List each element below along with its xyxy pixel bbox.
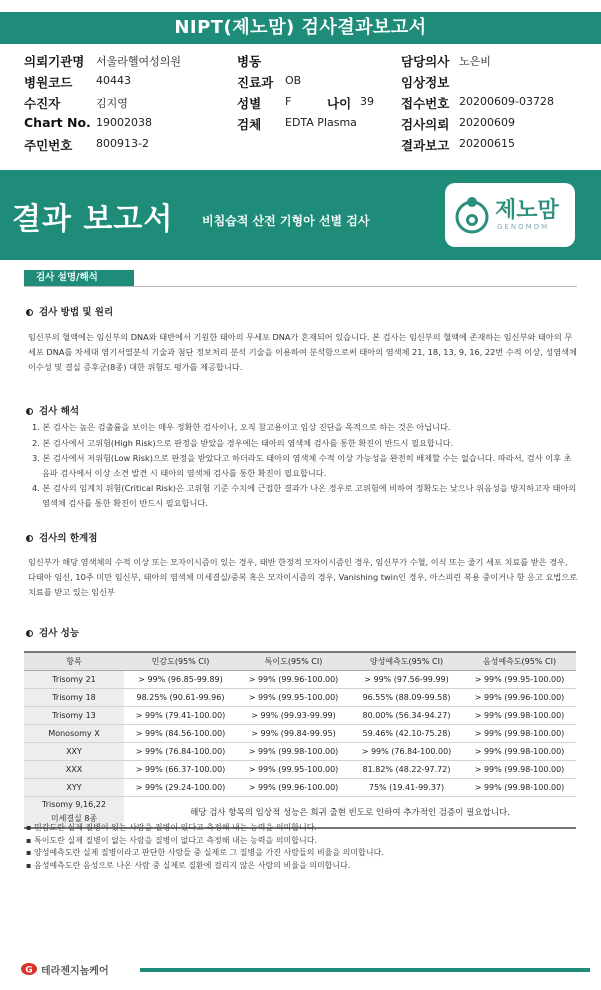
extra-label-1: Trisomy 9,16,22: [42, 799, 106, 809]
table-row: Trisomy 13 > 99% (79.41-100.00) > 99% (99.93-99.99) 80.00% (56.34-94.27) > 99% (99.98-100.00): [24, 706, 576, 724]
receipt-value: 20200609-03728: [459, 95, 554, 108]
request-label: 검사의뢰: [401, 117, 450, 132]
list-item: ▪ 민감도란 실제 질병이 있는 사람을 질병이 있다고 측정해 내는 능력을 의미합니다.: [26, 823, 317, 832]
list-item: 1. 본 검사는 높은 검출률을 보이는 매우 정확한 검사이나, 오직 참고용이고 임상 진단을 목적으로 하는 것은 아닙니다.: [32, 422, 451, 432]
col-header: 음성예측도(95% CI): [463, 652, 576, 670]
table-row: Monosomy X > 99% (84.56-100.00) > 99% (99.84-99.95) 59.46% (42.10-75.28) > 99% (99.98-100.00): [24, 724, 576, 742]
logo-text: 제노맘: [495, 198, 559, 223]
definition-notes: [26, 822, 578, 872]
request-value: 20200609: [459, 116, 515, 129]
list-item: ▪ 음성예측도란 음성으로 나온 사람 중 실제로 질환에 걸리지 않은 사람의 비율을 의미합니다.: [26, 860, 351, 870]
table-header-row: [24, 652, 576, 670]
age-value: 39: [360, 95, 374, 108]
list-item: 3. 본 검사에서 저위험(Low Risk)으로 판정을 받았다고 하더라도 태아의 염색체 수적 이상 가능성을 완전히 배제할 수는 없습니다. 따라서, 검사 이후 초음파 검사에서 이상 소견 발견 시 태아의 염색체 검사를 통한 확진이 필요합니다.: [32, 453, 572, 478]
sex-label: 성별: [237, 96, 262, 111]
genomom-logo-icon: [455, 193, 489, 237]
receipt-label: 접수번호: [401, 96, 450, 111]
method-text: 임신부의 혈액에는 임신부의 DNA와 태반에서 기원한 태아의 무세포 DNA가 혼재되어 있습니다. 본 검사는 임신부의 혈액에 존재하는 임신부와 태아의 무세포 DNA를 차세대 염기서열분석 기술과 첨단 정보처리 분석 기술을 이용하여 분석함으로써 태아의 염색체 21, 18, 13, 9, 16, 22번 수적 이상, 성염색체 이수성 및 결실 증후군(8종) 대한 위험도 평가를 제공합니다.: [28, 332, 577, 372]
hospital-value: 서울라헬여성의원: [96, 55, 182, 68]
footer-company: 테라젠지놈케어: [41, 966, 109, 977]
list-item: 2. 본 검사에서 고위험(High Risk)으로 판정을 받았을 경우에는 태아의 염색체 검사를 통한 확진이 반드시 필요합니다.: [32, 437, 454, 448]
dept-value: OB: [285, 74, 302, 87]
half-circle-icon: [26, 408, 33, 415]
col-header: 특이도(95% CI): [237, 652, 350, 670]
section-divider: [24, 286, 577, 287]
code-value: 40443: [96, 74, 131, 87]
report-title: NIPT(제노맘) 검사결과보고서: [0, 12, 601, 44]
interpret-heading: 검사 해석: [26, 403, 79, 417]
logo-subtext: GENOMOM: [497, 223, 550, 231]
table-row: XXY > 99% (76.84-100.00) > 99% (99.98-100.00) > 99% (76.84-100.00) > 99% (99.98-100.00): [24, 742, 576, 760]
dept-label: 진료과: [237, 75, 274, 90]
half-circle-icon: [26, 309, 33, 316]
limits-text: 임신부가 해당 염색체의 수적 이상 또는 모자이시즘이 있는 경우, 태반 한정적 모자이시즘인 경우, 임신부가 수혈, 이식 또는 줄기 세포 치료를 받은 경우, 다태아 임신, 10주 미만 임신부, 태아의 염색체 미세결실/중복 혹은 모자이시즘의 경우, Vanishing twin인 경우, 아스피린 복용 중이거나 항 응고 요법으로 치료를 받고 있는 임신부: [28, 557, 578, 597]
performance-heading: 검사 성능: [26, 625, 79, 639]
table-row: Trisomy 18 98.25% (90.61-99.96) > 99% (99.95-100.00) 96.55% (88.09-99.58) > 99% (99.96-100.00): [24, 688, 576, 706]
limits-heading: 검사의 한계점: [26, 530, 97, 544]
report-value: 20200615: [459, 137, 515, 150]
hospital-label: 의뢰기관명: [24, 54, 85, 69]
genomom-logo: [445, 183, 575, 247]
list-item: 4. 본 검사의 임계치 위험(Critical Risk)은 고위험 기준 수치에 근접한 결과가 나온 경우로 고위험에 비하여 정확도는 낮으나 위음성을 방지하고자 태아의 염색체 검사를 통한 확진이 반드시 필요합니다.: [32, 483, 577, 508]
sex-value: F: [285, 95, 292, 108]
report-label: 결과보고: [401, 138, 450, 153]
svg-text:G: G: [25, 965, 33, 976]
half-circle-icon: [26, 630, 33, 637]
rrn-label: 주민번호: [24, 138, 73, 153]
receiver-value: 김지영: [96, 97, 128, 110]
theragen-logo-icon: [20, 962, 38, 976]
section-tab: 검사 설명/해석: [24, 270, 134, 286]
doctor-value: 노은비: [459, 55, 491, 68]
list-item: ▪ 특이도란 실제 질병이 없는 사람을 질병이 없다고 측정해 내는 능력을 의미합니다.: [26, 835, 317, 845]
rrn-value: 800913-2: [96, 137, 149, 150]
extra-label-2: 미세결실 8종: [50, 813, 98, 823]
method-heading: 검사 방법 및 원리: [26, 304, 113, 318]
specimen-value: EDTA Plasma: [285, 116, 357, 129]
footer-divider: [140, 968, 590, 972]
chart-value: 19002038: [96, 116, 152, 129]
doctor-label: 담당의사: [401, 54, 450, 69]
extra-note: 해당 검사 항목의 임상적 성능은 희귀 출현 빈도로 인하여 추가적인 검증이 필요합니다.: [124, 796, 576, 828]
col-header: 민감도(95% CI): [124, 652, 237, 670]
performance-table: [24, 651, 576, 829]
code-label: 병원코드: [24, 75, 73, 90]
banner-subtitle: 비침습적 산전 기형아 선별 검사: [202, 214, 370, 228]
table-row: XYY > 99% (29.24-100.00) > 99% (99.96-100.00) 75% (19.41-99.37) > 99% (99.98-100.00): [24, 778, 576, 796]
table-row: XXX > 99% (66.37-100.00) > 99% (99.95-100.00) 81.82% (48.22-97.72) > 99% (99.98-100.00): [24, 760, 576, 778]
col-header: 양성예측도(95% CI): [350, 652, 463, 670]
half-circle-icon: [26, 535, 33, 542]
chart-label: Chart No.: [24, 115, 91, 130]
clinical-label: 임상정보: [401, 75, 450, 90]
receiver-label: 수진자: [24, 96, 61, 111]
ward-label: 병동: [237, 54, 262, 69]
table-row: Trisomy 21 > 99% (96.85-99.89) > 99% (99.96-100.00) > 99% (97.56-99.99) > 99% (99.95-100.00): [24, 670, 576, 688]
list-item: ▪ 양성예측도란 실제 질병이라고 판단한 사람들 중 실제로 그 질병을 가진 사람들의 비율을 의미합니다.: [26, 848, 384, 857]
col-header: 항목: [24, 652, 124, 670]
interpret-list: [32, 420, 577, 511]
specimen-label: 검체: [237, 117, 262, 132]
age-label: 나이: [327, 96, 352, 111]
banner-title: 결과 보고서: [12, 202, 174, 237]
